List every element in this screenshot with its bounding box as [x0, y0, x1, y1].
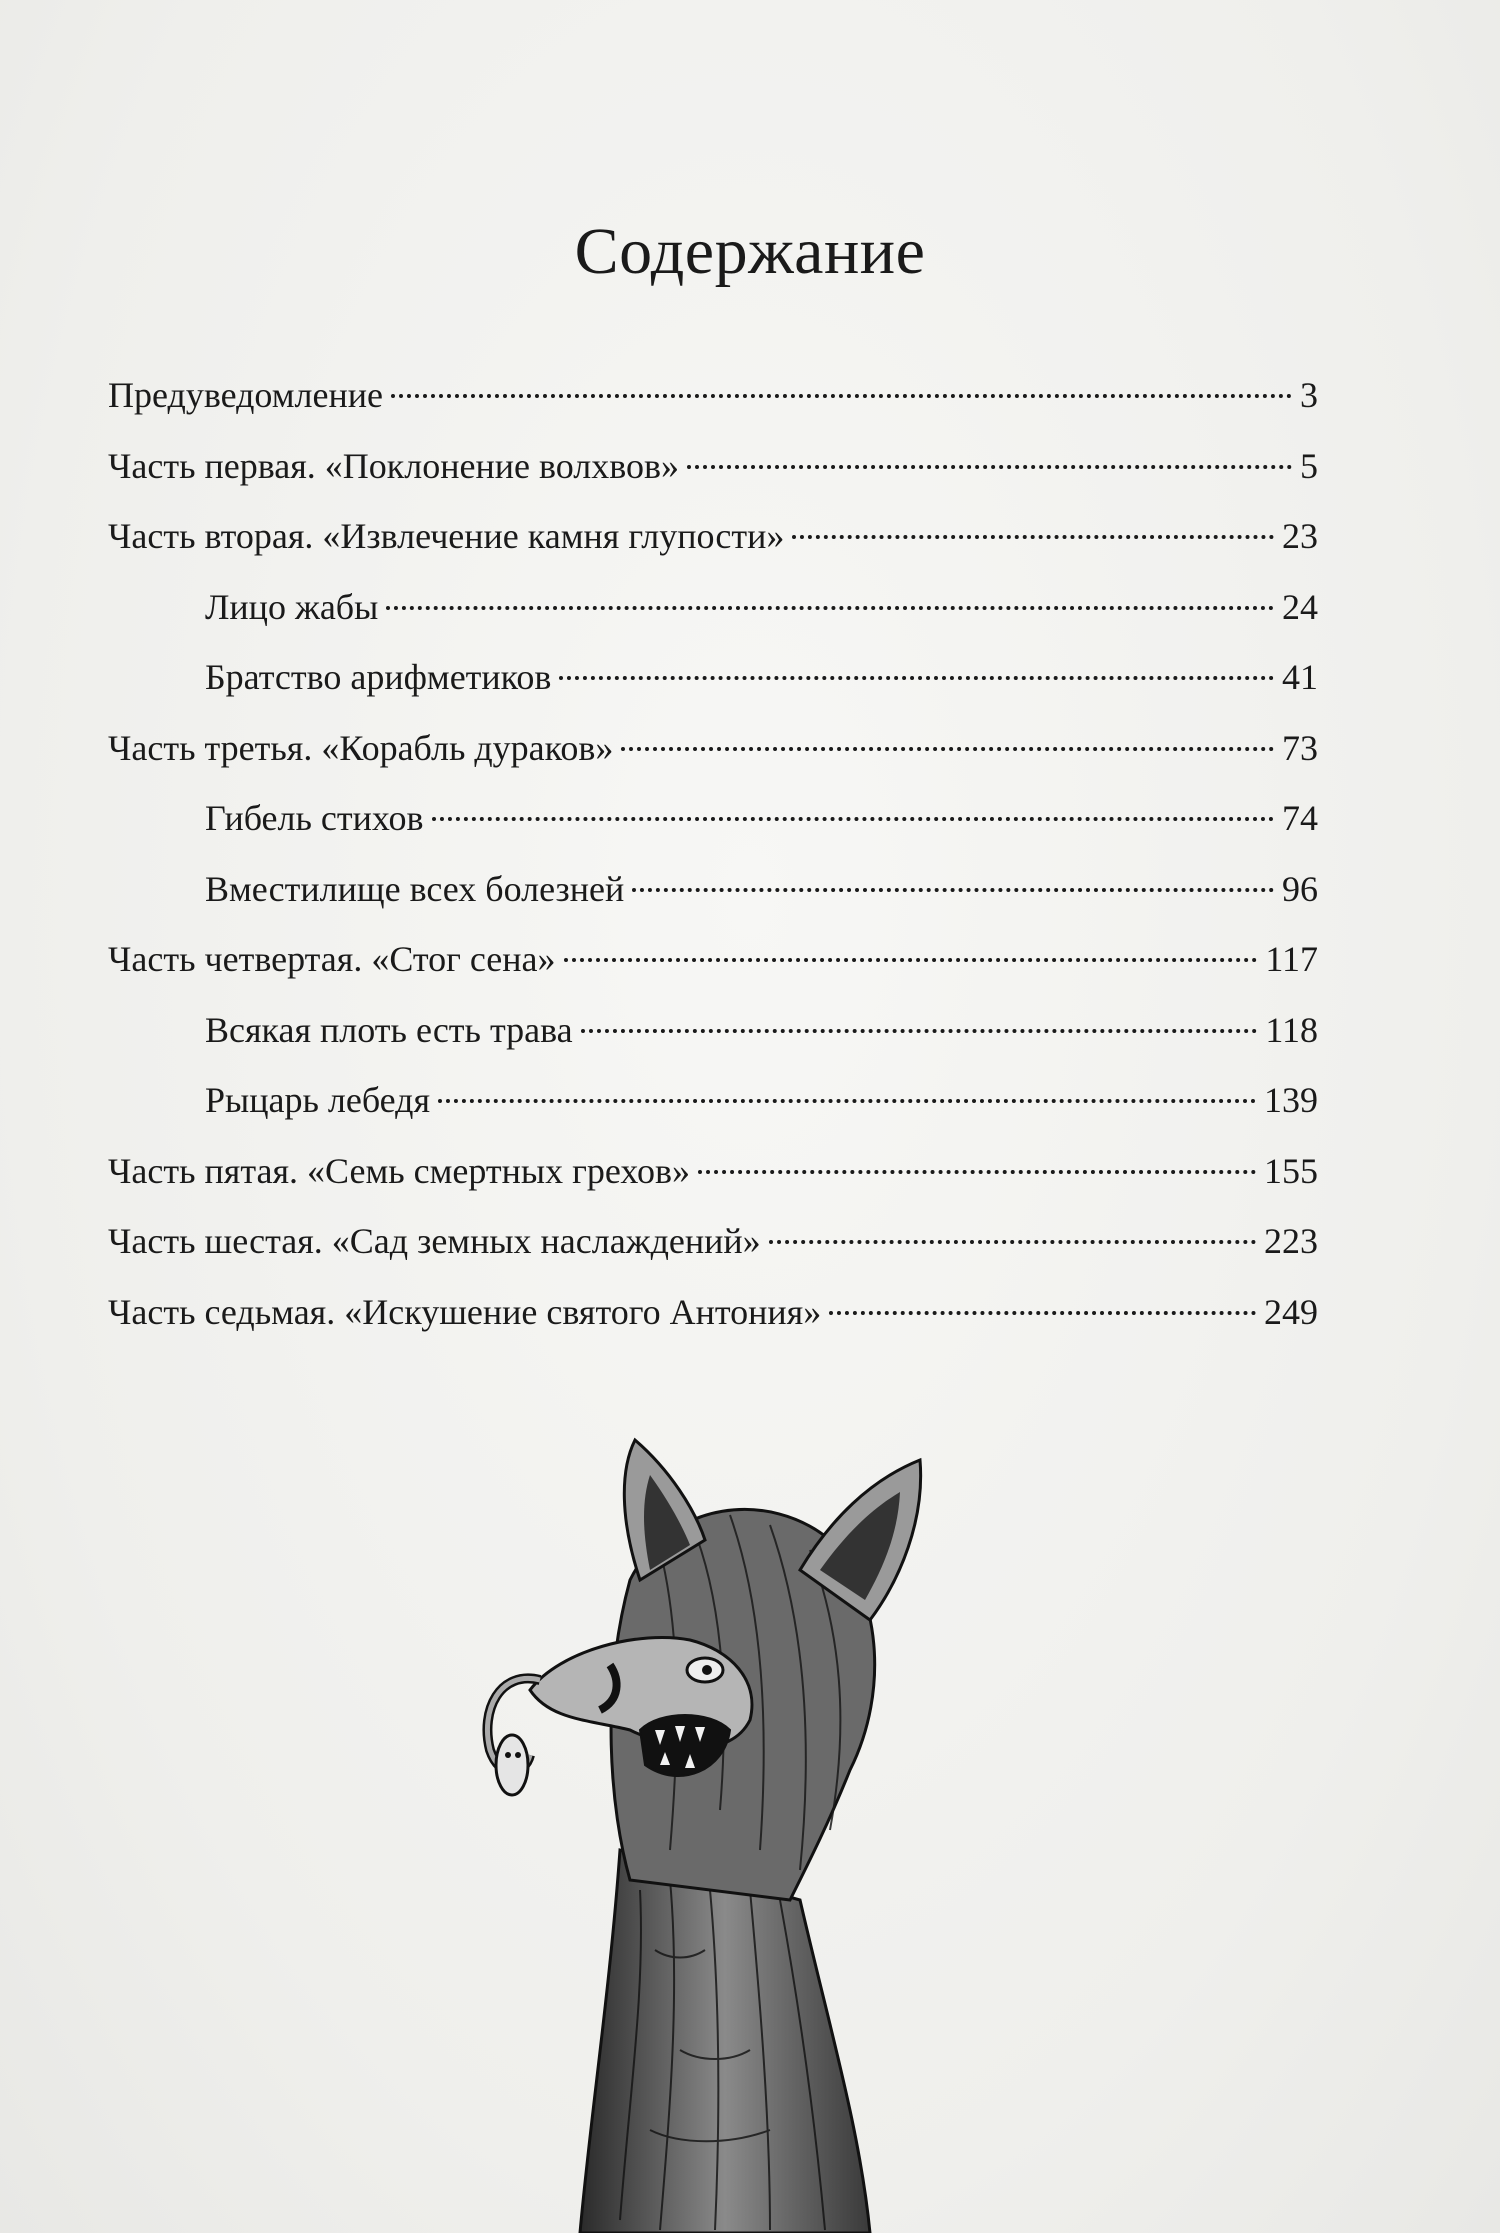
toc-entry-page-number: 23	[1282, 516, 1318, 556]
toc-entry-page-number: 96	[1282, 868, 1318, 909]
dot-leader	[564, 958, 1258, 962]
toc-entry-page-number: 118	[1265, 1009, 1318, 1050]
toc-entry	[108, 924, 1318, 995]
toc-entry-label: Вместилище всех болезней	[205, 868, 625, 909]
toc-entry	[108, 1277, 1318, 1348]
toc-entry-label: Предуведомление	[108, 375, 383, 415]
toc-entry-page-number: 74	[1282, 798, 1318, 838]
page-title: Содержание	[574, 215, 926, 289]
toc-entry-label: Часть четвертая. «Стог сена»	[108, 939, 556, 979]
toc-entry	[108, 1206, 1318, 1277]
toc-entry-page-number: 249	[1264, 1291, 1318, 1332]
dot-leader	[769, 1240, 1256, 1244]
toc-entry-label: Гибель стихов	[205, 798, 424, 838]
toc-entry-label: Часть первая. «Поклонение волхвов»	[108, 445, 680, 486]
toc-entry	[108, 360, 1318, 431]
toc-entry-label: Рыцарь лебедя	[205, 1080, 431, 1120]
toc-entry-page-number: 5	[1300, 445, 1318, 486]
dot-leader	[386, 606, 1274, 610]
toc-entry-page-number: 117	[1265, 939, 1318, 979]
dot-leader	[687, 465, 1292, 469]
toc-entry	[108, 1065, 1318, 1136]
dot-leader	[581, 1029, 1258, 1033]
toc-entry-label: Часть третья. «Корабль дураков»	[108, 727, 614, 768]
table-of-contents	[108, 360, 1318, 1347]
dot-leader	[632, 888, 1274, 892]
dot-leader	[559, 676, 1274, 680]
toc-entry-page-number: 73	[1282, 727, 1318, 768]
toc-entry-page-number: 155	[1264, 1150, 1318, 1191]
toc-entry	[108, 501, 1318, 572]
dot-leader	[432, 817, 1274, 821]
toc-entry-label: Часть шестая. «Сад земных наслаждений»	[108, 1221, 761, 1261]
dot-leader	[829, 1311, 1256, 1315]
toc-entry-page-number: 24	[1282, 586, 1318, 627]
dot-leader	[792, 535, 1274, 539]
toc-entry-page-number: 223	[1264, 1221, 1318, 1261]
toc-entry	[108, 713, 1318, 784]
dot-leader	[621, 747, 1274, 751]
toc-entry	[108, 783, 1318, 854]
dot-leader	[438, 1099, 1256, 1103]
toc-entry	[108, 995, 1318, 1066]
toc-entry-label: Всякая плоть есть трава	[205, 1009, 573, 1050]
toc-entry	[108, 854, 1318, 925]
toc-entry-page-number: 41	[1282, 657, 1318, 697]
toc-entry-page-number: 3	[1300, 375, 1318, 415]
toc-entry-label: Часть седьмая. «Искушение святого Антония»	[108, 1291, 822, 1332]
toc-entry-label: Часть вторая. «Извлечение камня глупости»	[108, 516, 785, 556]
dot-leader	[698, 1170, 1256, 1174]
fox-creature-illustration	[470, 1430, 970, 2233]
dot-leader	[391, 394, 1292, 398]
toc-entry-page-number: 139	[1264, 1080, 1318, 1120]
toc-entry	[108, 1136, 1318, 1207]
toc-entry	[108, 642, 1318, 713]
toc-entry	[108, 572, 1318, 643]
toc-entry-label: Часть пятая. «Семь смертных грехов»	[108, 1150, 691, 1191]
toc-entry-label: Братство арифметиков	[205, 657, 552, 697]
toc-entry-label: Лицо жабы	[205, 586, 379, 627]
toc-entry	[108, 431, 1318, 502]
